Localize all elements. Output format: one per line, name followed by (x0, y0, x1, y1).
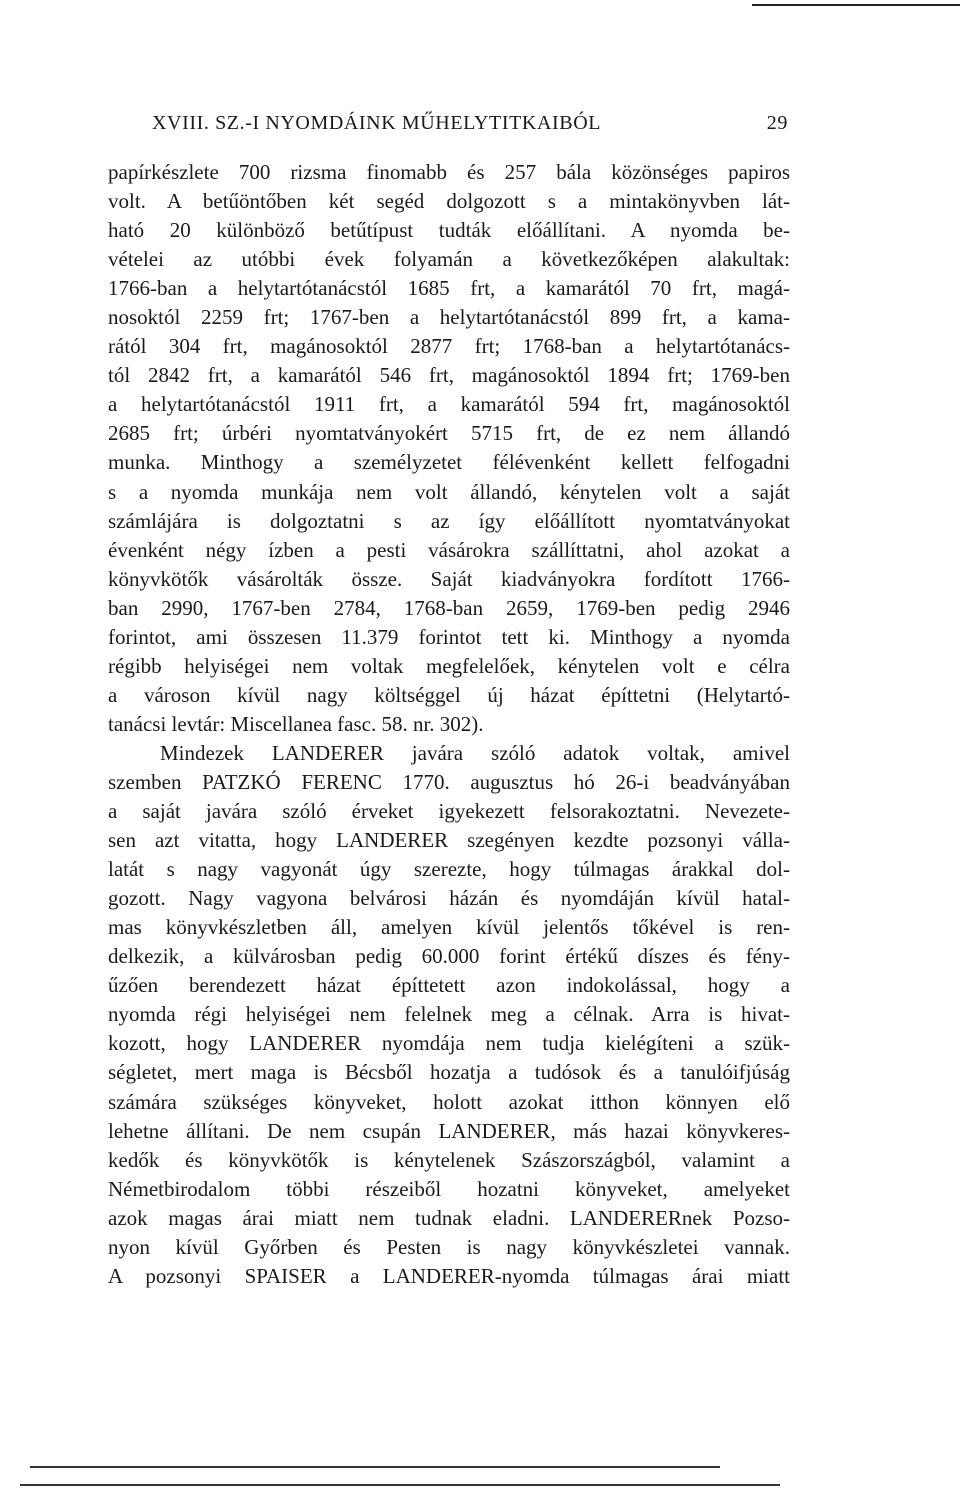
text-line: gozott. Nagy vagyona belvárosi házán és nyomdáján kívül hatal- (108, 886, 790, 911)
text-line: A pozsonyi SPAISER a LANDERER-nyomda túlmagas árai miatt (108, 1263, 790, 1288)
text-line: latát s nagy vagyonát úgy szerezte, hogy túlmagas árakkal dol- (108, 857, 790, 882)
text-line: számlájára is dolgoztatni s az így előállított nyomtatványokat (108, 508, 790, 533)
text-line: szemben PATZKÓ FERENC 1770. augusztus hó 26-i beadványában (108, 769, 790, 794)
text-line: delkezik, a külvárosban pedig 60.000 forint értékű díszes és fény- (108, 944, 790, 969)
text-line: évenként négy ízben a pesti vásárokra szállíttatni, ahol azokat a (108, 537, 790, 562)
text-line: rától 304 frt, magánosoktól 2877 frt; 1768-ban a helytartótanács- (108, 334, 790, 359)
text-line: lehetne állítani. De nem csupán LANDERER, más hazai könyvkeres- (108, 1118, 790, 1143)
text-line: ban 2990, 1767-ben 2784, 1768-ban 2659, 1769-ben pedig 2946 (108, 595, 790, 620)
text-line: tanácsi levtár: Miscellanea fasc. 58. nr. 302). (108, 711, 484, 736)
text-line: munka. Minthogy a személyzetet félévenként kellett felfogadni (108, 450, 790, 475)
paragraph-first-line: Mindezek LANDERER javára szóló adatok voltak, amivel (160, 740, 790, 765)
text-line: 1766-ban a helytartótanácstól 1685 frt, a kamarától 70 frt, magá- (108, 276, 790, 301)
text-line: Németbirodalom többi részeiből hozatni könyveket, amelyeket (108, 1176, 790, 1201)
text-line: a városon kívül nagy költséggel új házat építtetni (Helytartó- (108, 682, 790, 707)
text-line: tól 2842 frt, a kamarától 546 frt, magánosoktól 1894 frt; 1769-ben (108, 363, 790, 388)
text-line: a saját javára szóló érveket igyekezett felsorakoztatni. Nevezete- (108, 799, 790, 824)
scan-edge-rule (30, 1466, 720, 1468)
page-number: 29 (766, 112, 788, 134)
text-line: s a nyomda munkája nem volt állandó, kénytelen volt a saját (108, 479, 790, 504)
text-line: ható 20 különböző betűtípust tudták előállítani. A nyomda be- (108, 218, 790, 243)
text-line: azok magas árai miatt nem tudnak eladni. LANDERERnek Pozso- (108, 1205, 790, 1230)
text-line: űzően berendezett házat építtetett azon indokolással, hogy a (108, 973, 790, 998)
text-line: volt. A betűöntőben két segéd dolgozott s a mintakönyvben lát- (108, 189, 790, 214)
scan-edge-rule (20, 1484, 780, 1486)
text-line: nyomda régi helyiségei nem felelnek meg a célnak. Arra is hivat- (108, 1002, 790, 1027)
text-line: papírkészlete 700 rizsma finomabb és 257 bála közönséges papiros (108, 160, 790, 184)
body-text (108, 158, 790, 1291)
text-line: kedők és könyvkötők is kénytelenek Szászországból, valamint a (108, 1147, 790, 1172)
text-line: régibb helyiségei nem voltak megfelelőek, kénytelen volt e célra (108, 653, 790, 678)
running-title: XVIII. SZ.-I NYOMDÁINK MŰHELYTITKAIBÓL (152, 112, 602, 134)
text-line: sen azt vitatta, hogy LANDERER szegényen kezdte pozsonyi válla- (108, 828, 790, 853)
text-line: könyvkötők vásárolták össze. Saját kiadványokra fordított 1766- (108, 566, 790, 591)
text-line: a helytartótanácstól 1911 frt, a kamarától 594 frt, magánosoktól (108, 392, 790, 417)
text-line: nyon kívül Győrben és Pesten is nagy könyvkészletei vannak. (108, 1234, 790, 1259)
text-line: nosoktól 2259 frt; 1767-ben a helytartótanácstól 899 frt, a kama- (108, 305, 790, 330)
text-line: mas könyvkészletben áll, amelyen kívül jelentős tőkével is ren- (108, 915, 790, 940)
text-line: forintot, ami összesen 11.379 forintot tett ki. Minthogy a nyomda (108, 624, 790, 649)
running-header (152, 112, 788, 142)
top-rule (752, 4, 960, 6)
text-line: számára szükséges könyveket, holott azokat itthon könnyen elő (108, 1089, 790, 1114)
text-line: 2685 frt; úrbéri nyomtatványokért 5715 frt, de ez nem állandó (108, 421, 790, 446)
text-line: kozott, hogy LANDERER nyomdája nem tudja kielégíteni a szük- (108, 1031, 790, 1056)
text-line: ségletet, mert maga is Bécsből hozatja a tudósok és a tanulóifjúság (108, 1060, 790, 1085)
text-line: vételei az utóbbi évek folyamán a következőképen alakultak: (108, 247, 790, 272)
